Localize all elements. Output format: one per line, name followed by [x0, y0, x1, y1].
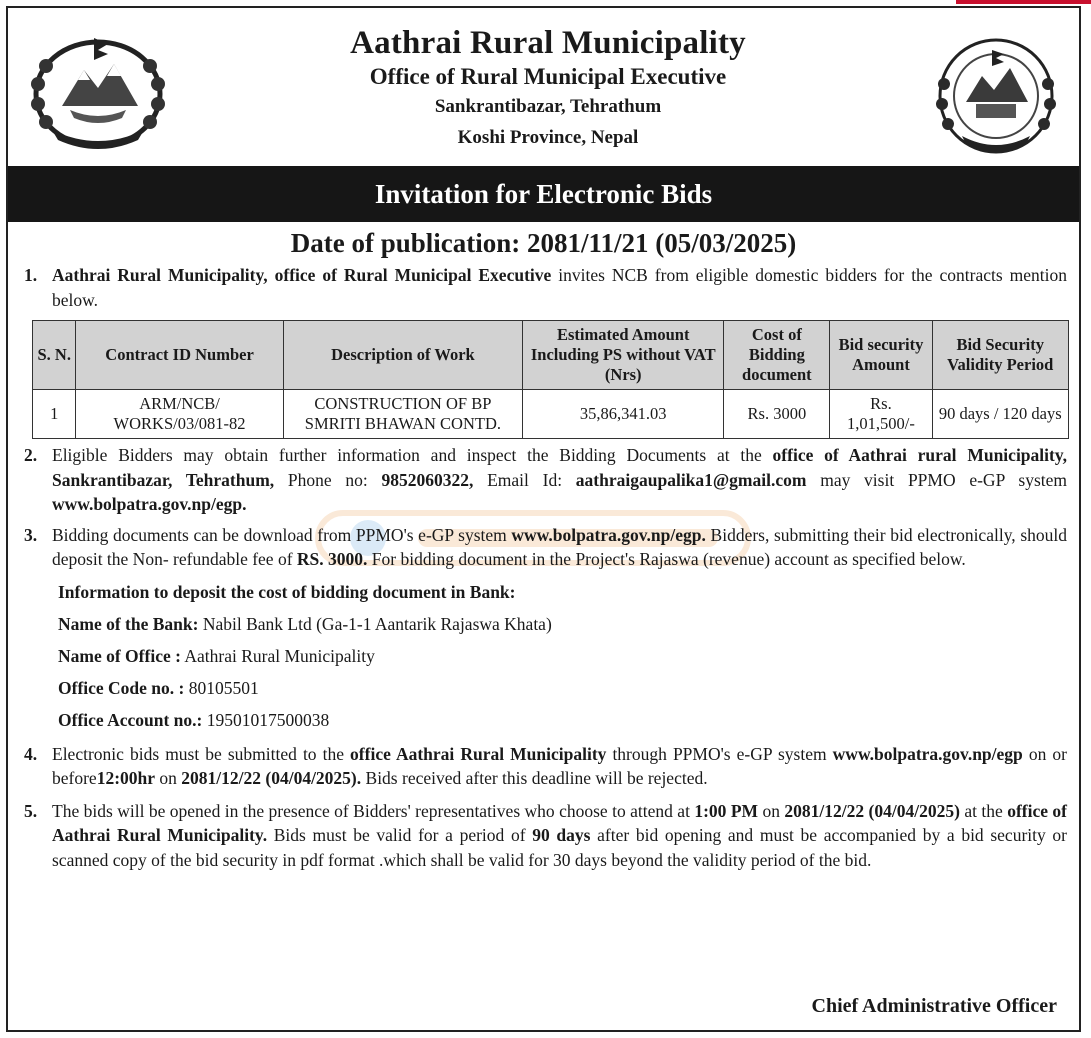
- office-name: Office of Rural Municipal Executive: [369, 64, 727, 89]
- publication-date: Date of publication: 2081/11/21 (05/03/2025): [290, 228, 797, 258]
- clause-number: 5.: [24, 800, 38, 821]
- nepal-emblem-icon: [22, 26, 174, 156]
- notice-body: [24, 263, 1067, 872]
- fee-amount: RS. 3000.: [296, 549, 368, 569]
- clause-3-text: Bidding documents can be download from PPMO's e-GP system: [52, 524, 512, 545]
- egp-link: www.bolpatra.gov.np/egp.: [511, 524, 706, 545]
- clause-1-text: invites NCB from eligible domestic bidders for the contracts mention below.: [52, 265, 1068, 310]
- clause-3: [24, 523, 1067, 572]
- cell-cost: Rs. 3000: [724, 390, 830, 439]
- office-name-label: Name of Office :: [58, 645, 181, 666]
- office-account-label: Office Account no.:: [58, 709, 203, 730]
- phone-label: Phone no:: [274, 469, 382, 490]
- validity-days: 90 days: [532, 825, 591, 845]
- cell-estimate: 35,86,341.03: [523, 390, 724, 439]
- clause-3-text-3: For bidding document in the Project's Rajaswa (revenue) account as specified below.: [367, 549, 966, 569]
- municipality-title: Aathrai Rural Municipality: [350, 25, 746, 61]
- clause-number: 1.: [24, 265, 38, 285]
- bank-info-heading: Information to deposit the cost of bidding document in Bank:: [58, 581, 516, 602]
- office-name-bold: office Aathrai Rural Municipality: [350, 743, 607, 764]
- signature-title: Chief Administrative Officer: [811, 995, 1057, 1017]
- col-security: Bid security Amount: [830, 321, 932, 390]
- address-line-1: Sankrantibazar, Tehrathum: [434, 96, 662, 117]
- office-location: office of Aathrai rural Municipality, Sankrantibazar, Tehrathum,: [52, 445, 1067, 490]
- clause-1: [24, 263, 1067, 312]
- clause-1-bold: Aathrai Rural Municipality, office of Rural Municipal Executive: [52, 265, 552, 285]
- clause-2: [24, 443, 1067, 517]
- clause-2-text-2: may visit PPMO e-GP system: [806, 469, 1067, 490]
- clause-number: 2.: [24, 445, 38, 465]
- notice-frame: [6, 6, 1081, 1032]
- col-cost: Cost of Bidding document: [724, 321, 830, 390]
- cell-sn: 1: [33, 390, 76, 439]
- clause-4-text-4: on: [155, 768, 182, 788]
- invitation-banner: Invitation for Electronic Bids: [8, 166, 1079, 222]
- municipality-seal-icon: [926, 32, 1066, 156]
- clause-5: [24, 799, 1067, 873]
- cell-validity: 90 days / 120 days: [932, 390, 1069, 439]
- egp-link: www.bolpatra.gov.np/egp.: [52, 494, 247, 514]
- clause-3-text-2: Bidders, submitting their bid electronically, should deposit the Non- refundable fee of: [52, 524, 1067, 569]
- clause-4-text-3: on or before: [52, 743, 1067, 788]
- deadline-date: 2081/12/22 (04/04/2025).: [181, 768, 362, 788]
- deadline-time: 12:00hr: [96, 768, 156, 788]
- cell-contract-id: ARM/NCB/ WORKS/03/081-82: [76, 390, 283, 439]
- notice-header: [8, 8, 1079, 166]
- clause-4-text: Electronic bids must be submitted to the: [52, 743, 351, 764]
- top-red-mark: [956, 0, 1091, 4]
- clause-5-text-4: Bids must be valid for a period of: [267, 825, 533, 845]
- opening-date: 2081/12/22 (04/04/2025): [784, 800, 960, 821]
- office-name-value: Aathrai Rural Municipality: [180, 645, 375, 666]
- office-code-value: 80105501: [184, 677, 259, 698]
- opening-time: 1:00 PM: [694, 800, 759, 821]
- clause-4-text-2: through PPMO's e-GP system: [606, 743, 833, 764]
- address-line-2: Koshi Province, Nepal: [457, 127, 639, 148]
- clause-4-text-5: Bids received after this deadline will be rejected.: [361, 768, 708, 788]
- egp-link: www.bolpatra.gov.np/egp: [832, 743, 1023, 764]
- col-contract-id: Contract ID Number: [76, 321, 283, 390]
- clause-4: [24, 742, 1067, 791]
- bank-name-value: Nabil Bank Ltd (Ga-1-1 Aantarik Rajaswa Khata): [198, 613, 552, 634]
- contracts-table: [32, 320, 1069, 439]
- email-label: Email Id:: [473, 469, 576, 490]
- bank-name-label: Name of the Bank:: [58, 613, 199, 634]
- table-row: [33, 390, 1069, 439]
- col-validity: Bid Security Validity Period: [932, 321, 1069, 390]
- email-address: aathraigaupalika1@gmail.com: [575, 469, 807, 490]
- clause-5-text-5: after bid opening and must be accompanied by a bid security or scanned copy of the bid security in pdf format .which shall be valid for 30 days beyond the validity period of the bid.: [52, 825, 1067, 870]
- phone-number: 9852060322,: [381, 469, 474, 490]
- clause-5-text-3: at the: [959, 800, 1008, 821]
- bank-info: [24, 576, 1067, 736]
- office-account-value: 19501017500038: [202, 709, 330, 730]
- col-description: Description of Work: [283, 321, 523, 390]
- clause-5-text: The bids will be opened in the presence of Bidders' representatives who choose to attend at: [52, 800, 695, 821]
- cell-security: Rs. 1,01,500/-: [830, 390, 932, 439]
- office-name-bold: office of Aathrai Rural Municipality.: [52, 800, 1067, 845]
- header-text-block: [178, 24, 918, 154]
- clause-2-text: Eligible Bidders may obtain further information and inspect the Bidding Documents at the: [52, 445, 773, 465]
- clause-number: 4.: [24, 743, 38, 764]
- col-estimate: Estimated Amount Including PS without VAT (Nrs): [523, 321, 724, 390]
- cell-description: CONSTRUCTION OF BP SMRITI BHAWAN CONTD.: [283, 390, 523, 439]
- col-sn: S. N.: [33, 321, 76, 390]
- clause-number: 3.: [24, 524, 38, 545]
- office-code-label: Office Code no. :: [58, 677, 185, 698]
- table-header-row: [33, 321, 1069, 390]
- clause-5-text-2: on: [758, 800, 785, 821]
